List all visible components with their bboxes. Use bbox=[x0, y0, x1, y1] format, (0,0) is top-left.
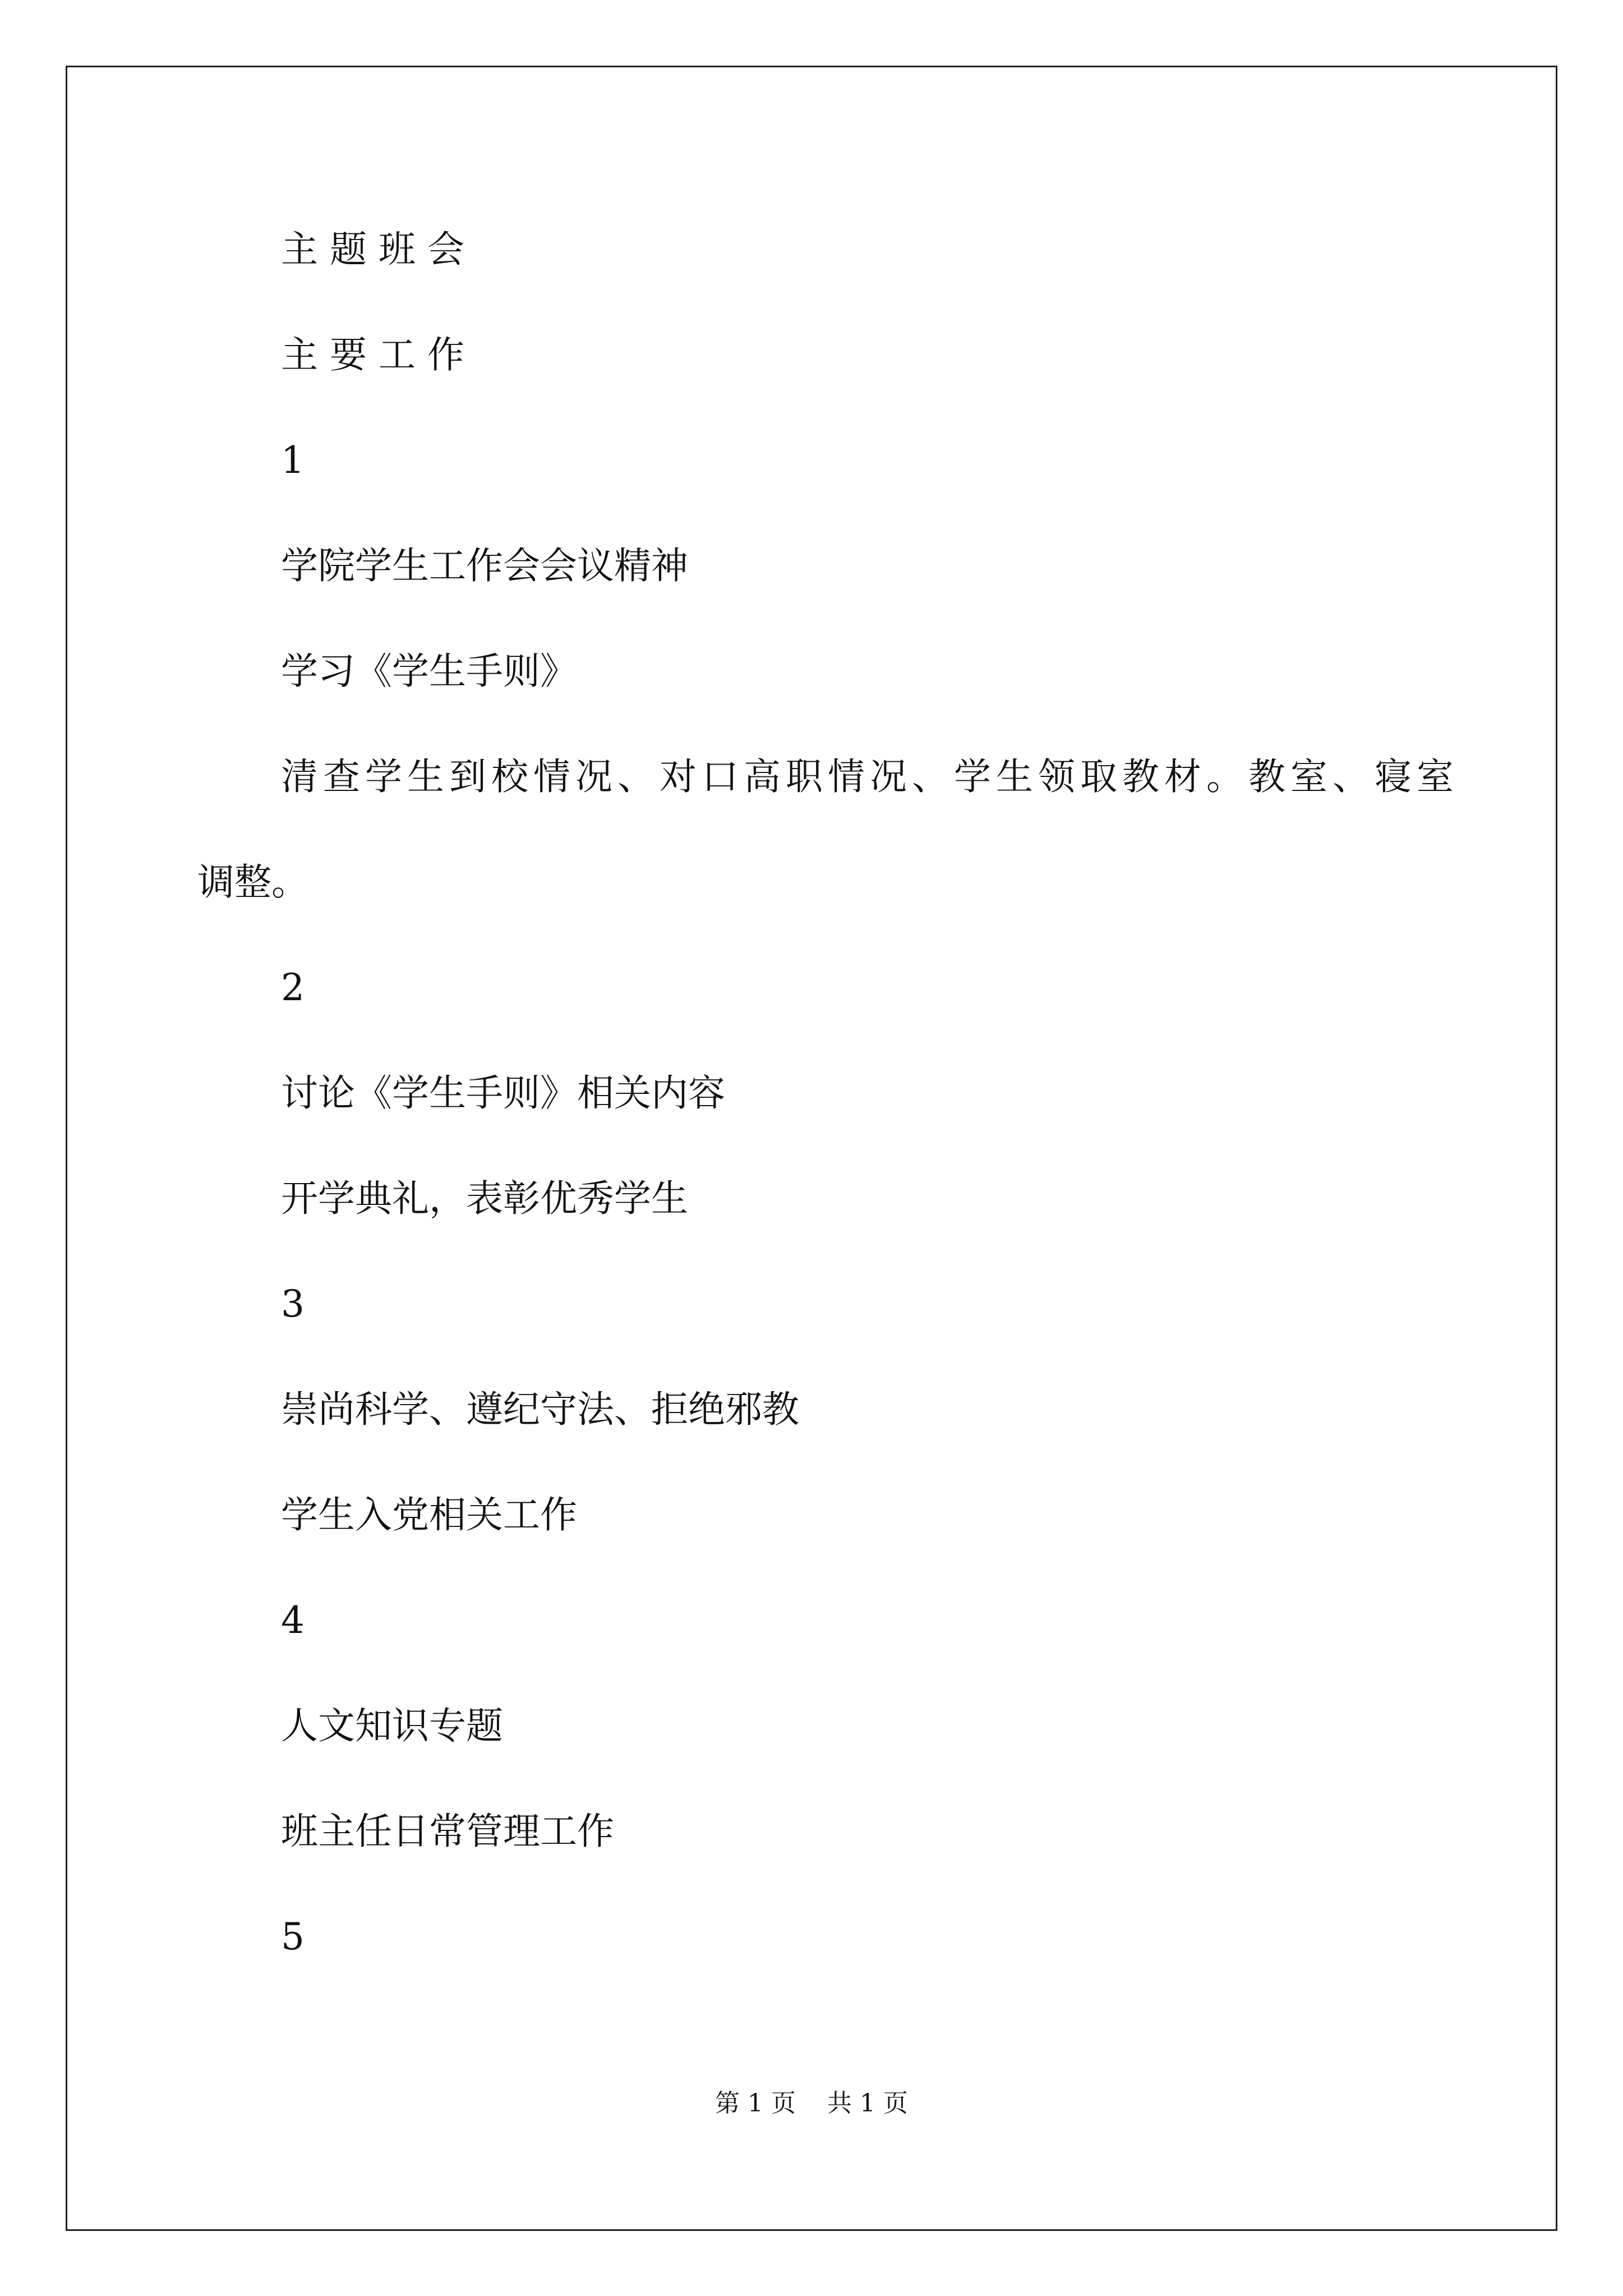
week-number: 4 bbox=[281, 1599, 305, 1642]
theme-item: 人文知识专题 bbox=[281, 1704, 503, 1747]
week-number: 3 bbox=[281, 1282, 305, 1326]
page-footer: 第 1 页 共 1 页 bbox=[715, 2089, 908, 2118]
heading-main-work: 主 要 工 作 bbox=[281, 333, 464, 376]
heading-theme-meeting: 主 题 班 会 bbox=[281, 228, 464, 271]
theme-item: 崇尚科学、遵纪守法、拒绝邪教 bbox=[281, 1388, 799, 1431]
week-number: 2 bbox=[281, 966, 305, 1009]
work-item: 班主任日常管理工作 bbox=[281, 1810, 614, 1853]
work-item: 学生入党相关工作 bbox=[281, 1493, 577, 1536]
work-item: 开学典礼，表彰优秀学生 bbox=[281, 1177, 688, 1220]
week-number: 5 bbox=[281, 1915, 305, 1958]
work-item-continuation: 调整。 bbox=[197, 861, 308, 904]
work-item: 清查学生到校情况、对口高职情况、学生领取教材。教室、寝室 bbox=[281, 755, 1459, 798]
theme-item: 讨论《学生手则》相关内容 bbox=[281, 1071, 725, 1115]
work-item: 学习《学生手则》 bbox=[281, 650, 577, 693]
week-number: 1 bbox=[281, 439, 305, 482]
theme-item: 学院学生工作会会议精神 bbox=[281, 544, 688, 587]
